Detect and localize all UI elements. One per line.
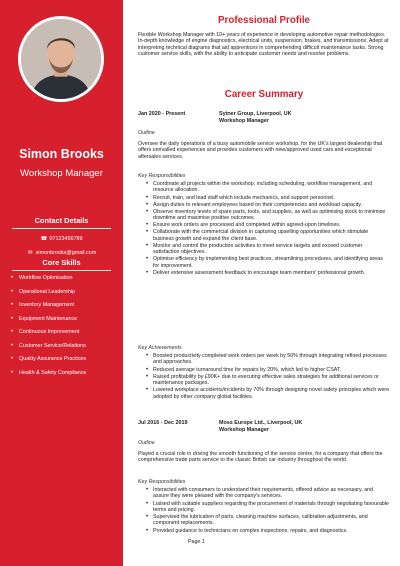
- portrait-image: [21, 19, 101, 99]
- skills-divider: [12, 270, 111, 271]
- list-item: • Boosted productivity completed work orders per week by 50% through integrating refined processes and approaches.: [146, 353, 390, 366]
- profile-heading: Professional Profile: [217, 15, 310, 26]
- list-item: • Monitor and control the production activities to meet service targets and exceed customer satisfaction objectives.: [146, 243, 390, 256]
- candidate-name: Simon Brooks: [19, 147, 104, 161]
- skills-heading: Core Skills: [42, 258, 81, 267]
- job-outline: Oversee the daily operations of a busy automobile service workshop, for the UK's largest dealership that offers unrivalled experiences and provides customers with new/approved used cars and exceptional aftersales services.: [138, 141, 383, 160]
- responsibilities-list: [146, 487, 390, 535]
- list-item: • Reduced average turnaround time for repairs by 20%, which led to higher CSAT.: [146, 367, 390, 373]
- list-item: • Observe inventory levels of spare parts, tools, and supplies, as well as optimising stock to minimise downtime and maximise positive outcomes.: [146, 209, 390, 222]
- job-role: Workshop Manager: [219, 427, 269, 433]
- skills-list: [11, 275, 86, 383]
- career-heading: Career Summary: [224, 89, 304, 100]
- achievements-label: Key Achievements: [138, 345, 182, 351]
- list-item: • Deliver extensive assessment feedback to encourage team members' professional growth.: [146, 270, 390, 276]
- skill-item: • Inventory Management: [11, 302, 86, 316]
- profile-photo: [18, 16, 104, 102]
- list-item: • Supervised the lubrication of parts, cleaning machine surfaces, calibration adjustments, and component replacements.: [146, 514, 390, 527]
- page-number: Page 1: [188, 539, 205, 545]
- skill-item: • Workflow Optimisation: [11, 275, 86, 289]
- list-item: • Coordinate all projects within the workshop, including scheduling, workflow management, and resource allocation.: [146, 181, 390, 194]
- email-text: simonbrooks@gmail.com: [35, 250, 97, 256]
- achievements-list: [146, 353, 390, 401]
- job-outline: Played a crucial role in driving the smooth functioning of the service centre, for a company that offers the comprehensive trade parts service to the classic British car industry throughout the world.: [138, 451, 383, 464]
- skill-item: • Operational Leadership: [11, 289, 86, 303]
- candidate-job-title: Workshop Manager: [20, 168, 103, 179]
- job-company: Sytner Group, Liverpool, UK: [219, 111, 292, 117]
- envelope-icon: ✉: [27, 250, 33, 256]
- outline-label: Outline: [138, 440, 155, 446]
- job-role: Workshop Manager: [219, 118, 269, 124]
- job-date: Jan 2020 - Present: [138, 111, 186, 117]
- phone-row: [0, 236, 123, 242]
- phone-text: 07123456789: [49, 236, 83, 242]
- list-item: • Raised profitability by £90K+ due to executing effective sales strategies for additional services or maintenance packages.: [146, 374, 390, 387]
- sidebar: [0, 0, 123, 566]
- responsibilities-label: Key Responsibilities: [138, 173, 186, 179]
- list-item: • Lowered workplace accidents/incidents by 70% through designing novel safety principles which were adopted by other company global facilities.: [146, 387, 390, 400]
- responsibilities-list: [146, 181, 390, 277]
- list-item: • Liaised with suitable suppliers regarding the procurement of materials through negotiating favourable terms and pricing.: [146, 501, 390, 514]
- job-date: Jul 2016 - Dec 2019: [138, 420, 188, 426]
- list-item: • Collaborate with the commercial division in capturing upselling opportunities which stimulate business growth and expand the client base.: [146, 229, 390, 242]
- skill-item: • Quality Assurance Practices: [11, 356, 86, 370]
- list-item: • Optimise efficiency by implementing best practices, streamlining procedures, and identifying areas for improvement.: [146, 256, 390, 269]
- skill-item: • Health & Safety Compliance: [11, 370, 86, 384]
- list-item: • Ensure work orders are processed and completed within agreed-upon timelines.: [146, 222, 390, 228]
- responsibilities-label: Key Responsibilities: [138, 479, 186, 485]
- list-item: • Provided guidance to technicians on complex inspections, repairs, and diagnostics.: [146, 528, 390, 534]
- phone-icon: ☎: [40, 236, 48, 242]
- list-item: • Recruit, train, and lead staff which include mechanics, and support personnel.: [146, 195, 390, 201]
- email-row: [0, 250, 123, 256]
- contact-divider: [12, 228, 111, 229]
- contact-heading: Contact Details: [34, 216, 89, 225]
- job-company: Moss Europe Ltd., Liverpool, UK: [219, 420, 303, 426]
- outline-label: Outline: [138, 130, 155, 136]
- skill-item: • Customer Service/Relations: [11, 343, 86, 357]
- skill-item: • Equipment Maintenance: [11, 316, 86, 330]
- skill-item: • Continuous Improvement: [11, 329, 86, 343]
- list-item: • Interacted with consumers to understand their requirements, offered advice as necessary, and assure they were pleased with the company's services.: [146, 487, 390, 500]
- list-item: • Assign duties to relevant employees based on their competencies and workload capacity.: [146, 202, 390, 208]
- profile-text: Flexible Workshop Manager with 10+ years of experience in developing automotive repair methodologies. In-depth knowledge of engine diagnostics, electrical units, suspension, brakes, and transmissions. Adept at interpreting technical diagrams that aid apprentices in comprehending difficult maintenance tasks. Strong customer service skills, with the ability to anticipate customer needs and resolve problems.: [138, 32, 389, 58]
